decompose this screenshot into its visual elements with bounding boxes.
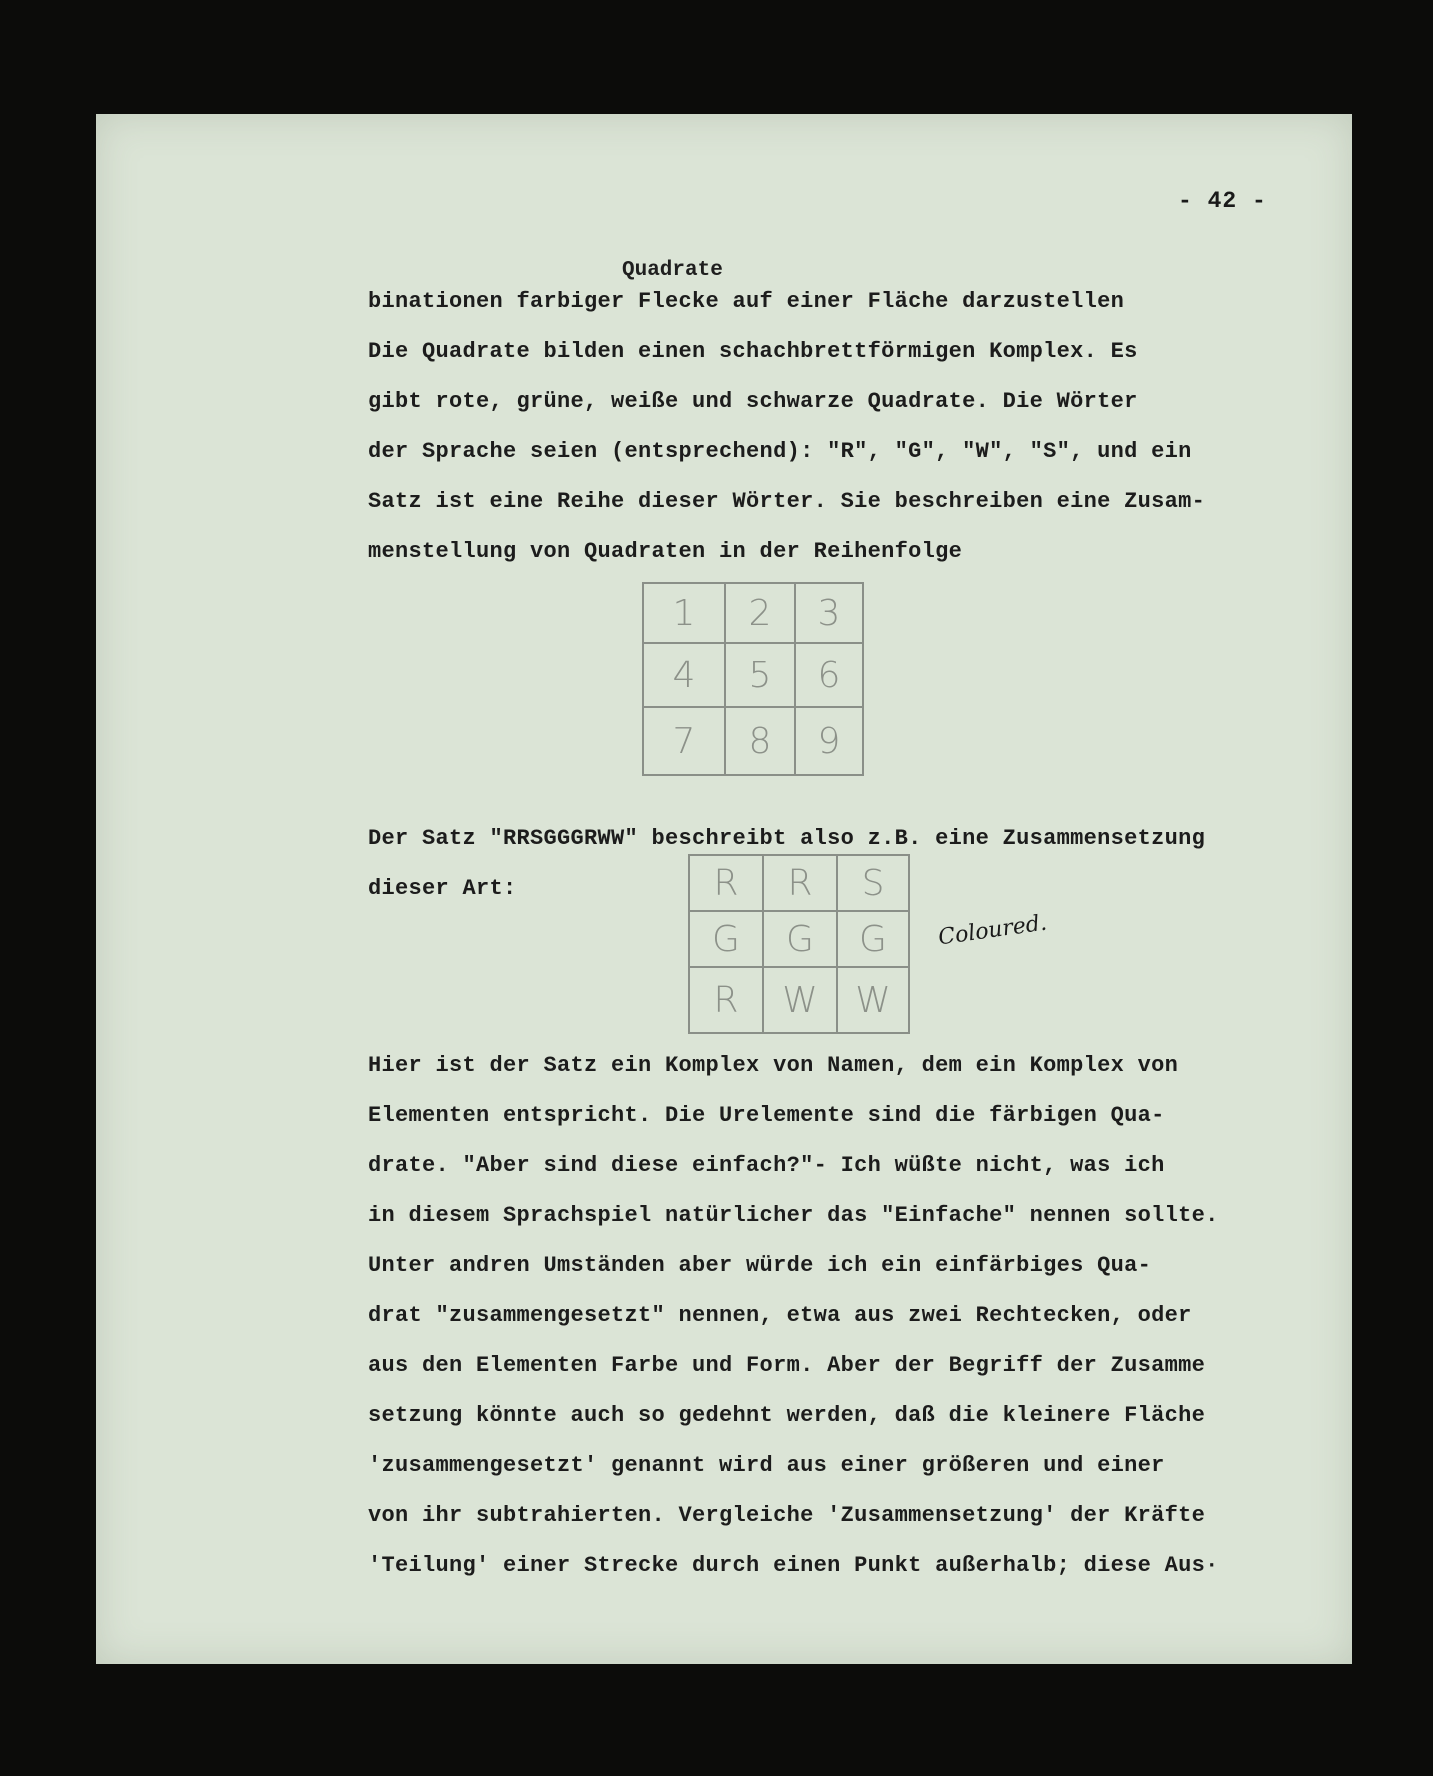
text-line: Satz ist eine Reihe dieser Wörter. Sie beschreiben eine Zusam-	[368, 489, 1206, 514]
grid-cell: 6	[795, 643, 863, 707]
grid-cell: 2	[725, 583, 795, 643]
grid-cell: G	[763, 911, 837, 967]
grid-cell: R	[689, 855, 763, 911]
grid-cell: G	[837, 911, 909, 967]
number-grid	[642, 582, 864, 776]
text-line: 'Teilung' einer Strecke durch einen Punkt außerhalb; diese Aus·	[368, 1553, 1219, 1578]
text-line: drate. "Aber sind diese einfach?"- Ich wüßte nicht, was ich	[368, 1153, 1165, 1178]
text-line: gibt rote, grüne, weiße und schwarze Quadrate. Die Wörter	[368, 389, 1138, 414]
text-line: Elementen entspricht. Die Urelemente sind die färbigen Qua-	[368, 1103, 1165, 1128]
text-line: setzung könnte auch so gedehnt werden, daß die kleinere Fläche	[368, 1403, 1206, 1428]
letter-grid	[688, 854, 910, 1034]
grid-cell: G	[689, 911, 763, 967]
grid-cell: R	[689, 967, 763, 1033]
text-line: dieser Art:	[368, 876, 517, 901]
text-line: Unter andren Umständen aber würde ich ein einfärbiges Qua-	[368, 1253, 1152, 1278]
grid-cell: 1	[643, 583, 725, 643]
text-line: drat "zusammengesetzt" nennen, etwa aus zwei Rechtecken, oder	[368, 1303, 1192, 1328]
grid-cell: 4	[643, 643, 725, 707]
grid-cell: 5	[725, 643, 795, 707]
text-line: 'zusammengesetzt' genannt wird aus einer größeren und einer	[368, 1453, 1165, 1478]
page-number: - 42 -	[1178, 188, 1267, 214]
grid-cell: W	[763, 967, 837, 1033]
text-line: aus den Elementen Farbe und Form. Aber der Begriff der Zusamme	[368, 1353, 1206, 1378]
text-line: binationen farbiger Flecke auf einer Fläche darzustellen	[368, 289, 1125, 314]
text-line: von ihr subtrahierten. Vergleiche 'Zusammensetzung' der Kräfte	[368, 1503, 1206, 1528]
handwritten-margin-note: Coloured.	[936, 910, 1049, 951]
text-line: der Sprache seien (entsprechend): "R", "G", "W", "S", und ein	[368, 439, 1192, 464]
text-line: in diesem Sprachspiel natürlicher das "Einfache" nennen sollte.	[368, 1203, 1219, 1228]
inserted-word: Quadrate	[622, 259, 723, 282]
grid-cell: 8	[725, 707, 795, 775]
text-line: Der Satz "RRSGGGRWW" beschreibt also z.B. eine Zusammensetzung	[368, 826, 1206, 851]
text-line: menstellung von Quadraten in der Reihenfolge	[368, 539, 963, 564]
grid-cell: 7	[643, 707, 725, 775]
grid-cell: 9	[795, 707, 863, 775]
grid-cell: 3	[795, 583, 863, 643]
text-line: Die Quadrate bilden einen schachbrettförmigen Komplex. Es	[368, 339, 1138, 364]
grid-cell: W	[837, 967, 909, 1033]
grid-cell: S	[837, 855, 909, 911]
grid-cell: R	[763, 855, 837, 911]
text-line: Hier ist der Satz ein Komplex von Namen, dem ein Komplex von	[368, 1053, 1179, 1078]
